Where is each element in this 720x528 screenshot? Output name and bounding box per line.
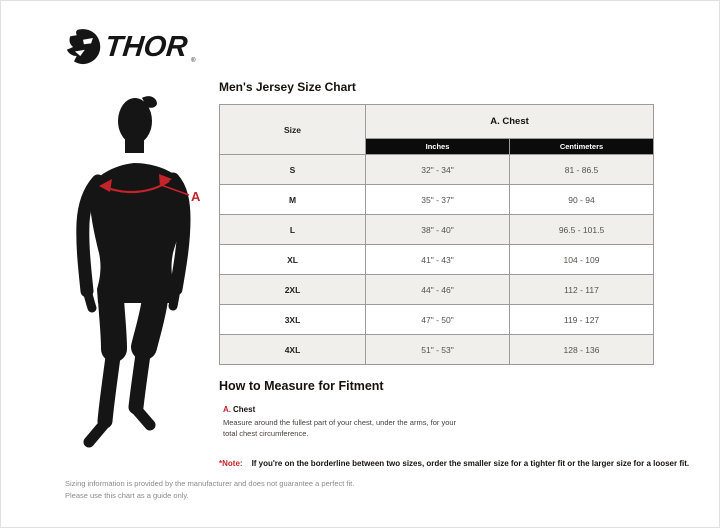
size-cell: 4XL: [220, 335, 366, 365]
chest-group-header: A. Chest: [366, 105, 654, 139]
table-row: [220, 275, 654, 305]
size-table-body: [220, 155, 654, 365]
centimeters-cell: 128 - 136: [510, 335, 654, 365]
measure-key: A.: [223, 405, 231, 414]
thor-helmet-icon: [65, 27, 101, 67]
trademark-symbol: ®: [191, 58, 196, 64]
disclaimer-line: Please use this chart as a guide only.: [65, 491, 189, 500]
inches-cell: 44" - 46": [366, 275, 510, 305]
inches-cell: 32" - 34": [366, 155, 510, 185]
measurement-label-a: A: [191, 189, 201, 204]
centimeters-cell: 119 - 127: [510, 305, 654, 335]
size-cell: XL: [220, 245, 366, 275]
table-row: [220, 335, 654, 365]
table-row: [220, 155, 654, 185]
inches-column-header: Inches: [366, 139, 510, 155]
size-column-header: Size: [220, 105, 366, 155]
brand-name: THOR: [103, 30, 189, 63]
note-text: If you're on the borderline between two sizes, order the smaller size for a tighter fit or the larger size for a looser fit.: [251, 459, 690, 468]
centimeters-cell: 112 - 117: [510, 275, 654, 305]
measure-item: [219, 405, 479, 440]
how-to-measure-section: [219, 379, 479, 440]
table-row: [220, 215, 654, 245]
centimeters-cell: 104 - 109: [510, 245, 654, 275]
inches-cell: 51" - 53": [366, 335, 510, 365]
section-title: How to Measure for Fitment: [219, 379, 384, 393]
inches-cell: 35" - 37": [366, 185, 510, 215]
inches-cell: 38" - 40": [366, 215, 510, 245]
size-cell: M: [220, 185, 366, 215]
table-row: [220, 305, 654, 335]
centimeters-cell: 90 - 94: [510, 185, 654, 215]
size-cell: S: [220, 155, 366, 185]
disclaimer-line: Sizing information is provided by the manufacturer and does not guarantee a perfect fit.: [65, 479, 355, 488]
right-foot: [137, 410, 150, 425]
centimeters-cell: 81 - 86.5: [510, 155, 654, 185]
table-row: [220, 245, 654, 275]
inches-cell: 47" - 50": [366, 305, 510, 335]
table-header-row: [220, 105, 654, 139]
page-title: Men's Jersey Size Chart: [219, 80, 356, 94]
inches-cell: 41" - 43": [366, 245, 510, 275]
centimeters-cell: 96.5 - 101.5: [510, 215, 654, 245]
centimeters-column-header: Centimeters: [510, 139, 654, 155]
left-thigh: [111, 299, 114, 349]
size-cell: 3XL: [220, 305, 366, 335]
male-silhouette-figure: [56, 89, 228, 481]
left-foot: [89, 423, 105, 442]
size-cell: 2XL: [220, 275, 366, 305]
size-table-container: [219, 104, 654, 365]
manufacturer-disclaimer: [65, 478, 354, 502]
brand-logo: [65, 27, 196, 67]
size-cell: L: [220, 215, 366, 245]
size-table: [219, 104, 654, 365]
sizing-note: [219, 459, 719, 468]
note-label: *Note:: [219, 459, 243, 468]
table-row: [220, 185, 654, 215]
measure-name: Chest: [233, 405, 256, 414]
measure-description: Measure around the fullest part of your chest, under the arms, for your total chest circumference.: [223, 418, 457, 439]
